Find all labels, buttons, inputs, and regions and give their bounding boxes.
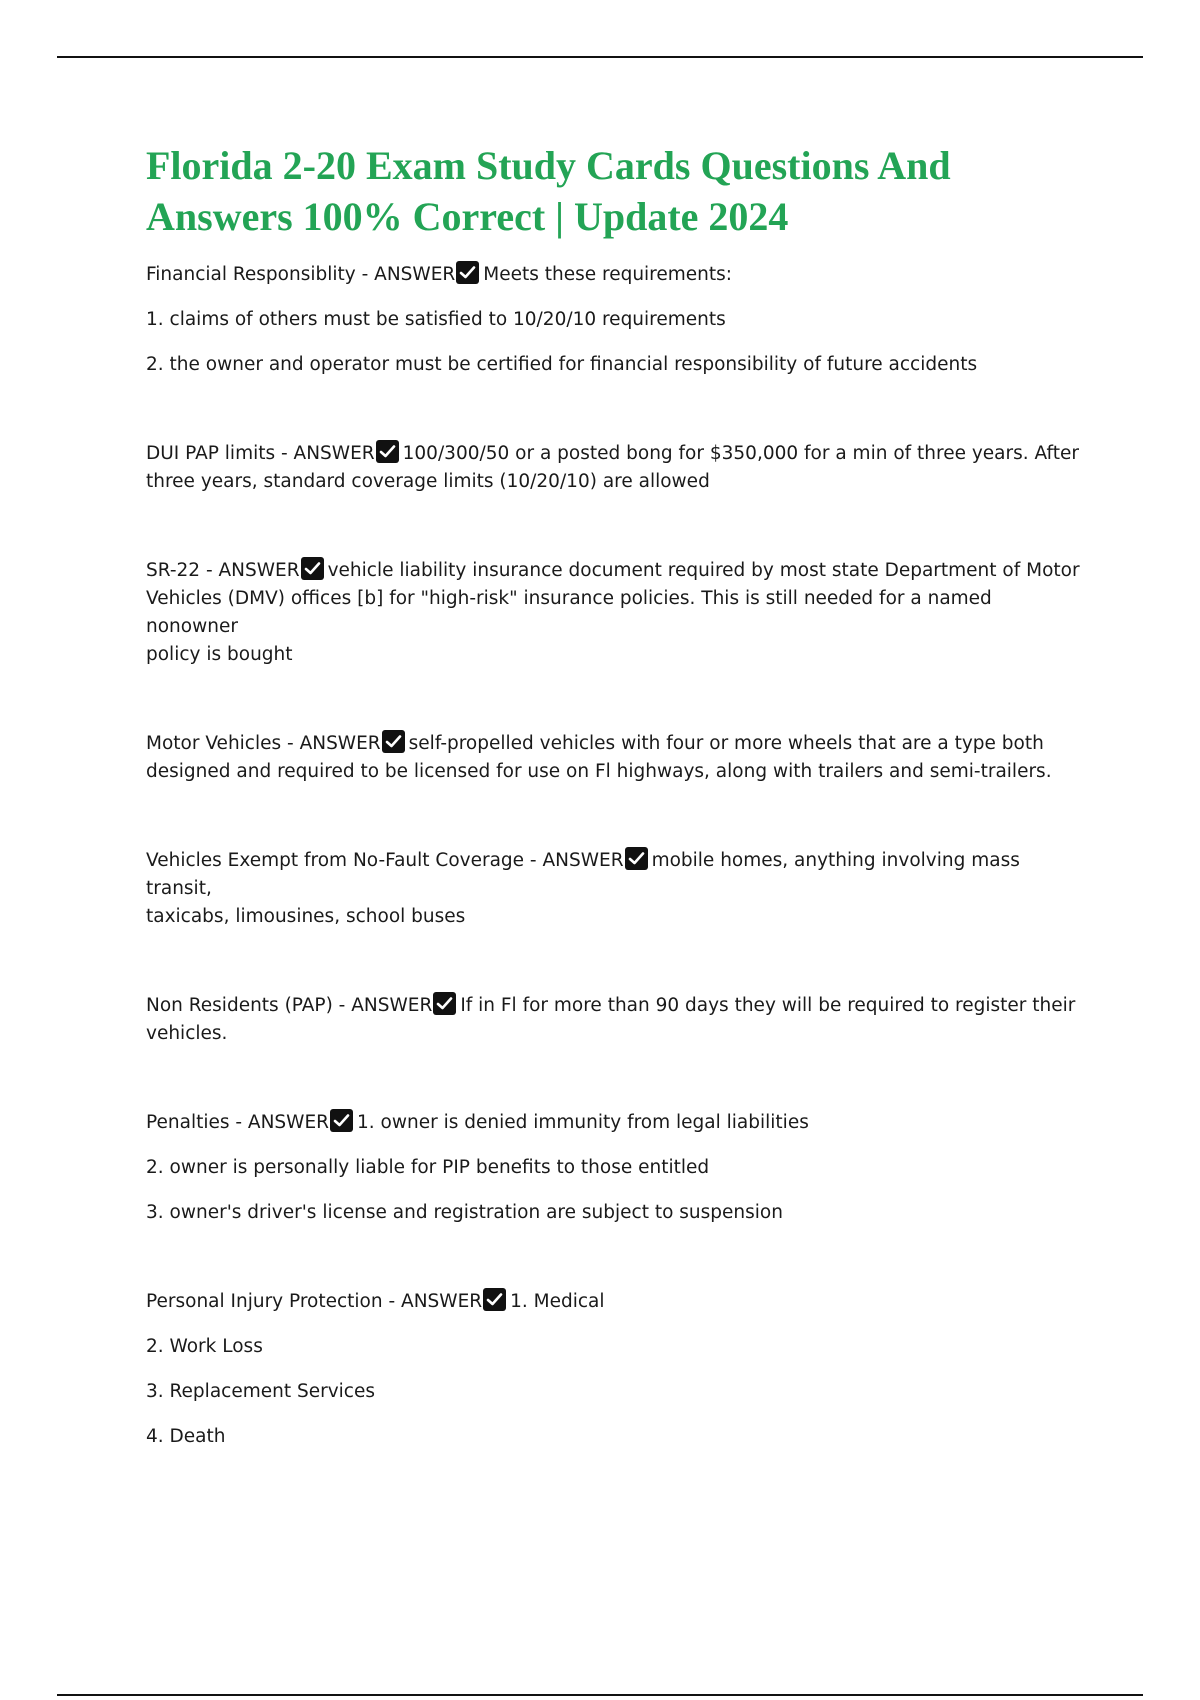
checkbox-check-icon: [433, 992, 456, 1015]
card-term: Financial Responsiblity - ANSWER: [146, 264, 456, 285]
card-answer-line: [146, 468, 1086, 496]
checkbox-check-icon: [456, 261, 479, 284]
card-list-item: 2. the owner and operator must be certified for financial responsibility of future accidents: [146, 354, 978, 375]
card-answer-text: If in Fl for more than 90 days they will be required to register their: [460, 995, 1076, 1016]
card-answer-text: 1. owner is denied immunity from legal liabilities: [357, 1112, 809, 1133]
card-question-line: [146, 557, 1086, 585]
study-cards-list: [146, 261, 1086, 1451]
study-card: [146, 992, 1086, 1048]
study-card: [146, 440, 1086, 496]
header-rule: [57, 56, 1143, 58]
card-question-line: [146, 992, 1086, 1020]
card-answer-text: Meets these requirements:: [483, 264, 733, 285]
study-card: [146, 1288, 1086, 1451]
card-term: Vehicles Exempt from No-Fault Coverage - ANSWER: [146, 850, 624, 871]
card-answer-text: self-propelled vehicles with four or more wheels that are a type both: [408, 733, 1044, 754]
card-list-item: 2. owner is personally liable for PIP benefits to those entitled: [146, 1157, 710, 1178]
card-answer-text: 1. Medical: [510, 1291, 605, 1312]
card-term: Non Residents (PAP) - ANSWER: [146, 995, 433, 1016]
card-list-item: 4. Death: [146, 1426, 226, 1447]
checkbox-check-icon: [625, 847, 648, 870]
study-card: [146, 847, 1086, 931]
checkbox-check-icon: [301, 557, 324, 580]
card-question-line: [146, 730, 1086, 758]
checkbox-check-icon: [382, 730, 405, 753]
checkbox-check-icon: [330, 1109, 353, 1132]
card-list-item: 1. claims of others must be satisfied to 10/20/10 requirements: [146, 309, 726, 330]
card-answer-text: policy is bought: [146, 644, 293, 665]
card-term: SR-22 - ANSWER: [146, 560, 300, 581]
card-question-line: [146, 847, 1086, 903]
card-term: Motor Vehicles - ANSWER: [146, 733, 381, 754]
card-answer-text: mobile homes, anything involving mass transit,: [146, 850, 1020, 899]
card-answer-text: 100/300/50 or a posted bong for $350,000 for a min of three years. After: [402, 443, 1079, 464]
card-answer-line: [146, 1020, 1086, 1048]
checkbox-check-icon: [376, 440, 399, 463]
card-question-line: [146, 261, 1086, 289]
card-answer-line: [146, 758, 1086, 786]
card-question-line: [146, 440, 1086, 468]
study-card: [146, 261, 1086, 379]
checkbox-check-icon: [483, 1288, 506, 1311]
card-list-item: 3. Replacement Services: [146, 1381, 375, 1402]
card-answer-line: [146, 641, 1086, 669]
card-answer-text: vehicles.: [146, 1023, 228, 1044]
card-answer-text: three years, standard coverage limits (10/20/10) are allowed: [146, 471, 710, 492]
card-term: DUI PAP limits - ANSWER: [146, 443, 375, 464]
card-term: Penalties - ANSWER: [146, 1112, 330, 1133]
card-answer-line: [146, 585, 1086, 641]
title-line-1: Florida 2-20 Exam Study Cards Questions And: [146, 143, 951, 188]
card-answer-text: vehicle liability insurance document required by most state Department of Motor: [327, 560, 1080, 581]
document-body: [146, 140, 1086, 1451]
card-term: Personal Injury Protection - ANSWER: [146, 1291, 483, 1312]
card-answer-text: taxicabs, limousines, school buses: [146, 906, 466, 927]
study-card: [146, 1109, 1086, 1227]
card-answer-text: Vehicles (DMV) offices [b] for "high-risk" insurance policies. This is still needed for a named nonowner: [146, 588, 992, 637]
card-answer-line: [146, 903, 1086, 931]
card-question-line: [146, 1109, 1086, 1137]
document-title: [146, 140, 1086, 242]
card-answer-text: designed and required to be licensed for use on Fl highways, along with trailers and semi-trailers.: [146, 761, 1052, 782]
card-question-line: [146, 1288, 1086, 1316]
card-list-item: 3. owner's driver's license and registration are subject to suspension: [146, 1202, 783, 1223]
study-card: [146, 557, 1086, 669]
card-list-item: 2. Work Loss: [146, 1336, 263, 1357]
study-card: [146, 730, 1086, 786]
footer-rule: [57, 1694, 1143, 1696]
title-line-2: Answers 100% Correct | Update 2024: [146, 194, 789, 239]
